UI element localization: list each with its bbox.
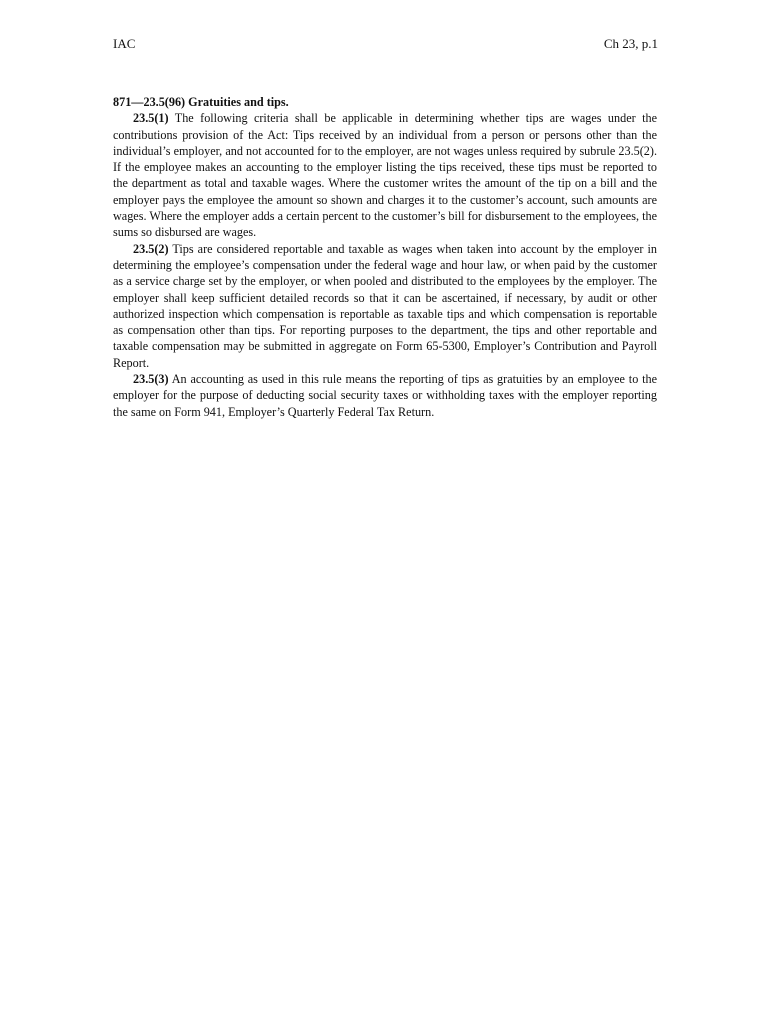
paragraph-text: Tips are considered reportable and taxable as wages when taken into account by the employer in determining the employee’s compensation under the federal wage and hour law, or when paid by the customer as a service charge set by the employer, or when pooled and distributed to the employees by the employer. The employer shall keep sufficient detailed records so that it can be ascertained, if necessary, by audit or other authorized inspection which compensation is reportable as taxable tips and which compensation is reportable as compensation other than tips. For reporting purposes to the department, the tips and other reportable and taxable compensation may be submitted in aggregate on Form 65-5300, Employer’s Contribution and Payroll Report. [113,241,657,370]
rule-title: 871—23.5(96) Gratuities and tips. [113,95,289,109]
paragraph-text: The following criteria shall be applicable in determining whether tips are wages under the contributions provision of the Act: Tips received by an individual from a person or persons other than the individual’s employer, and not accounted for to the employer, are not wages unless required by subrule 23.5(2). If the employee makes an accounting to the employer listing the tips received, these tips must be reported to the department as total and taxable wages. Where the customer writes the amount of the tip on a bill and the employer pays the employee the amount so shown and charges it to the customer’s account, such amounts are wages. Where the employer adds a certain percent to the customer’s bill for disbursement to the employees, the sums so disbursed are wages. [113,111,657,240]
header-source: IAC [113,36,136,51]
paragraph-number: 23.5(1) [133,111,169,126]
rule-body [113,94,657,420]
paragraph-number: 23.5(3) [133,372,169,387]
paragraph-text: An accounting as used in this rule means the reporting of tips as gratuities by an employee to the employer for the purpose of deducting social security taxes or withholding taxes with the employer reporting the same on Form 941, Employer’s Quarterly Federal Tax Return. [113,372,658,419]
header-page-ref: Ch 23, p.1 [603,36,658,51]
paragraph-23-5-3 [113,371,657,420]
paragraph-23-5-1 [113,110,657,240]
paragraph-23-5-2 [113,241,657,371]
paragraph-number: 23.5(2) [133,241,169,256]
